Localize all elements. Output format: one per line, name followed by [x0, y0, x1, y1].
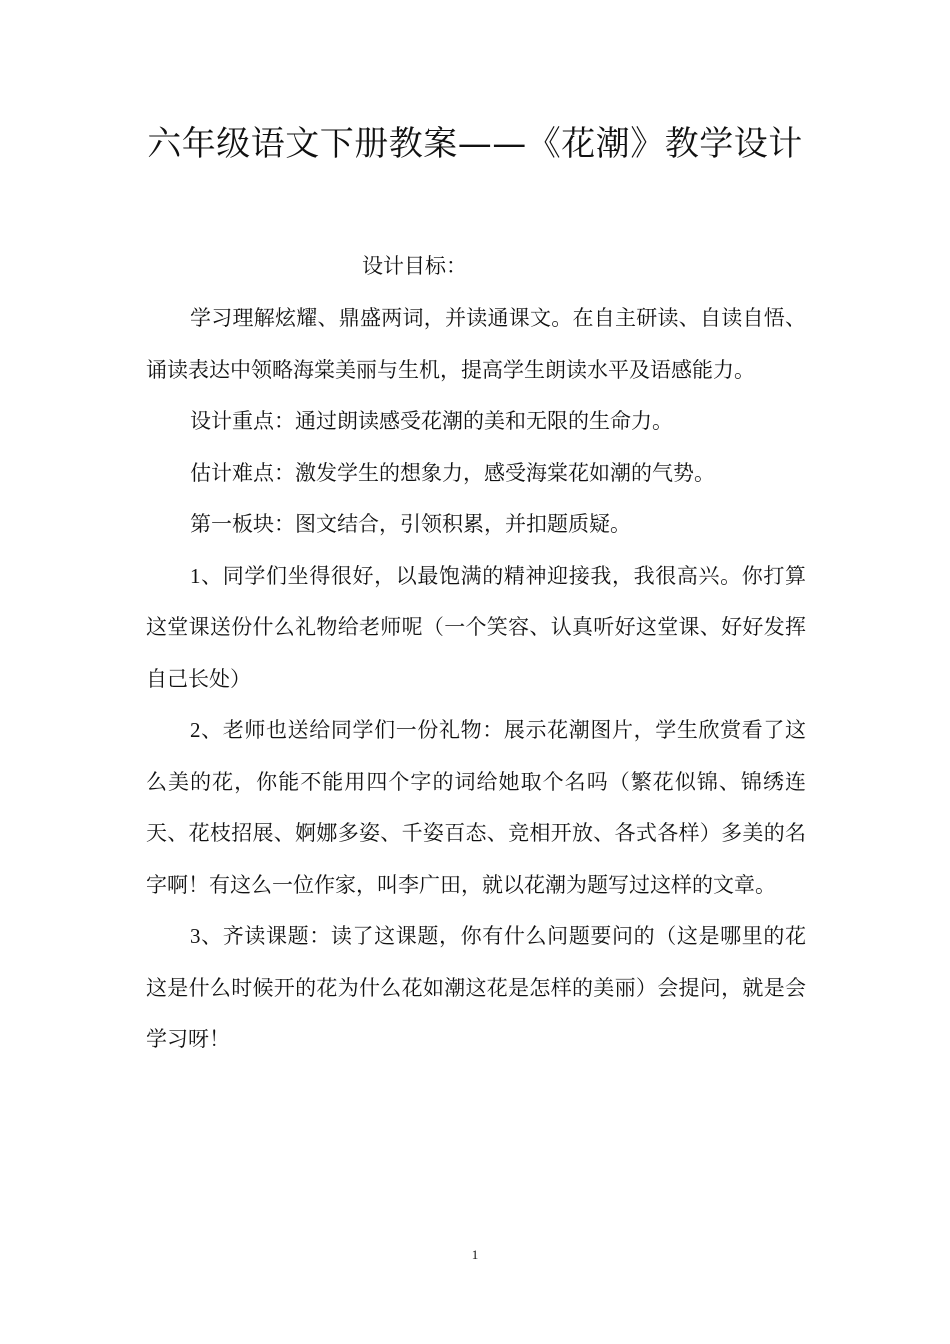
paragraph-number: 2 — [190, 718, 201, 742]
section-heading-design-goals: 设计目标： — [362, 254, 467, 278]
paragraph-text: 学习理解炫耀、鼎盛两词，并读通课文。在自主研读、自读自悟、诵读表达中领略海棠美丽与生机，提高学生朗读水平及语感能力。 — [146, 306, 806, 382]
document-body — [146, 293, 806, 1066]
paragraph-difficulties — [146, 448, 806, 500]
paragraph-number: 3 — [190, 924, 201, 948]
paragraph-text: 第一板块：图文结合，引领积累，并扣题质疑。 — [190, 512, 631, 536]
paragraph-section-one — [146, 499, 806, 551]
paragraph-key-points — [146, 396, 806, 448]
document-title: 六年级语文下册教案——《花潮》教学设计 — [147, 124, 803, 164]
paragraph-text: 设计重点：通过朗读感受花潮的美和无限的生命力。 — [190, 409, 673, 433]
paragraph-goals — [146, 293, 806, 396]
paragraph-text: 、齐读课题：读了这课题，你有什么问题要问的（这是哪里的花这是什么时候开的花为什么花如潮这花是怎样的美丽）会提问，就是会学习呀！ — [146, 924, 806, 1051]
paragraph-text: 、老师也送给同学们一份礼物：展示花潮图片，学生欣赏看了这么美的花，你能不能用四个字的词给她取个名吗（繁花似锦、锦绣连天、花枝招展、婀娜多姿、千姿百态、竞相开放、各式各样）多美的名字啊！有这么一位作家，叫李广田，就以花潮为题写过这样的文章。 — [146, 718, 806, 897]
paragraph-text: 、同学们坐得很好，以最饱满的精神迎接我，我很高兴。你打算这堂课送份什么礼物给老师呢（一个笑容、认真听好这堂课、好好发挥自己长处） — [146, 563, 806, 691]
paragraph-text: 估计难点：激发学生的想象力，感受海棠花如潮的气势。 — [190, 460, 715, 485]
paragraph-step-1 — [146, 551, 806, 706]
paragraph-step-3 — [146, 911, 806, 1066]
paragraph-number: 1 — [190, 563, 201, 588]
page-number: 1 — [471, 1247, 479, 1262]
paragraph-step-2 — [146, 705, 806, 911]
